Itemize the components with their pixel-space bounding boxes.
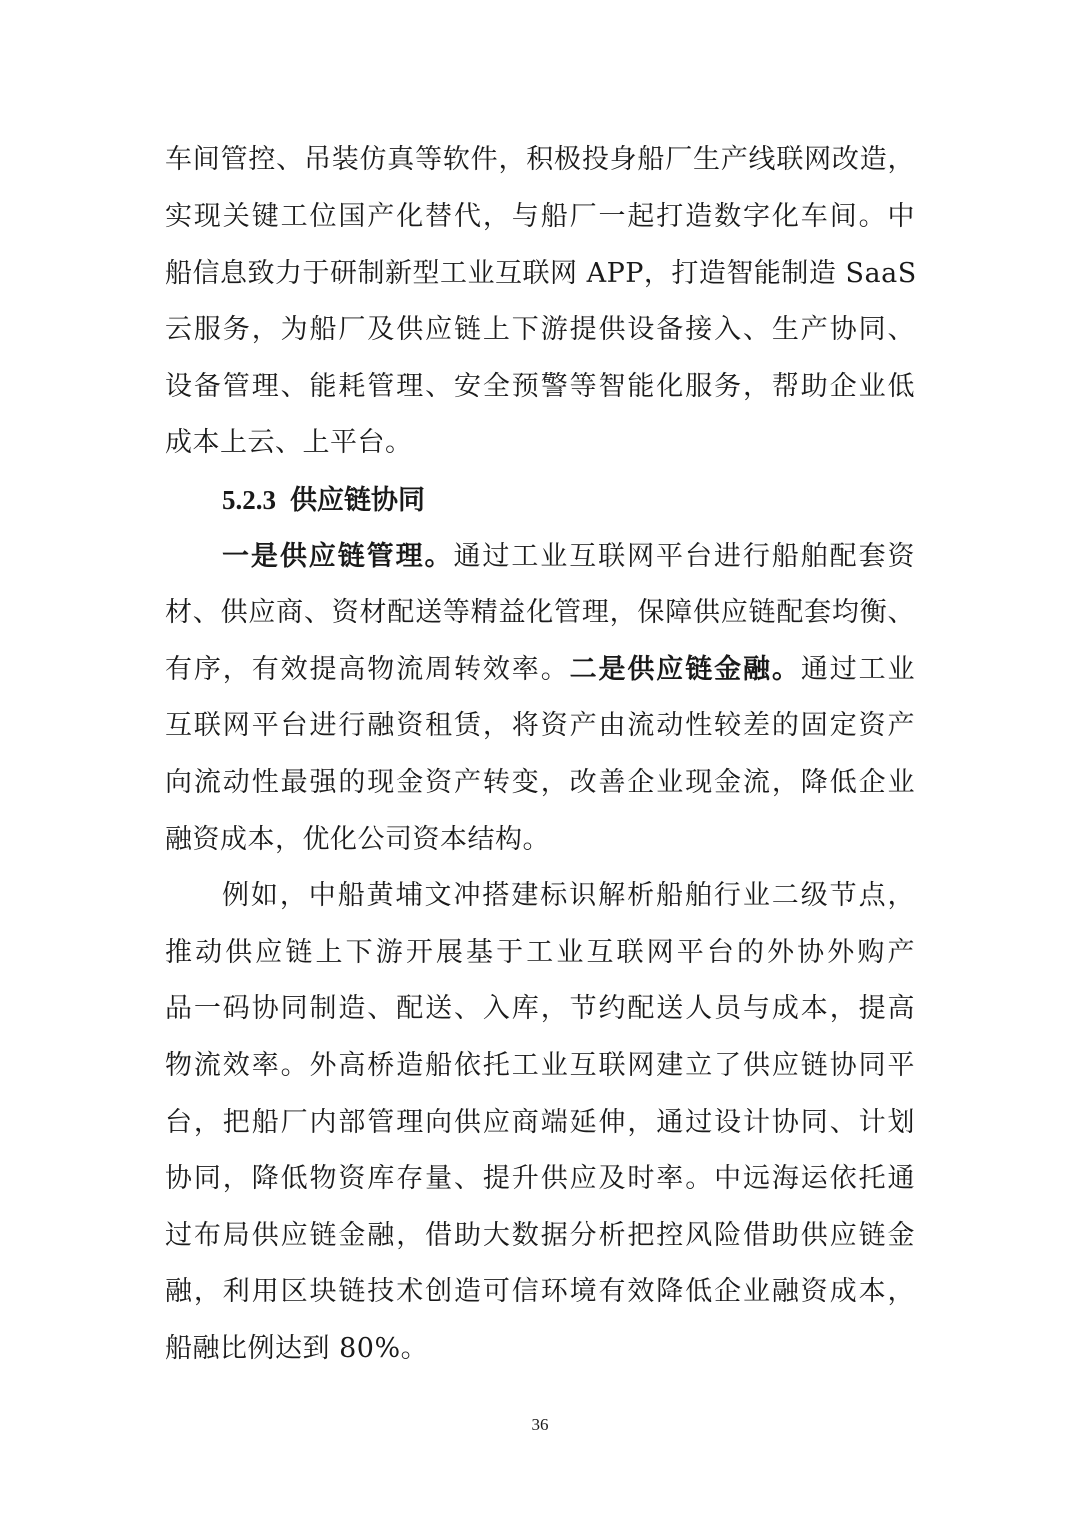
section-title: 供应链协同 [290,485,425,516]
paragraph1-line: 实现关键工位国产化替代，与船厂一起打造数字化车间。中 [165,201,915,232]
paragraph1-line: 船信息致力于研制新型工业互联网 APP，打造智能制造 SaaS [165,258,917,289]
page-number: 36 [531,1415,549,1434]
paragraph1-line: 云服务，为船厂及供应链上下游提供设备接入、生产协同、 [165,314,915,345]
paragraph3-line: 船融比例达到 80%。 [165,1333,429,1364]
section-number: 5.2.3 [222,485,276,515]
bold-lead-supply-chain-management: 一是供应链管理。 [222,541,454,572]
paragraph1-line: 成本上云、上平台。 [165,427,413,458]
paragraph1-line: 设备管理、能耗管理、安全预警等智能化服务，帮助企业低 [165,371,915,402]
paragraph2-line [165,648,915,692]
section-heading [222,478,425,522]
paragraph2-text: 通过工业 [800,654,916,685]
paragraph3-line: 台，把船厂内部管理向供应商端延伸，通过设计协同、计划 [165,1107,915,1138]
paragraph2-line: 向流动性最强的现金资产转变，改善企业现金流，降低企业 [165,767,915,798]
paragraph3-line: 品一码协同制造、配送、入库，节约配送人员与成本，提高 [165,993,915,1024]
paragraph2-line [222,535,915,579]
paragraph2-text: 有序，有效提高物流周转效率。 [165,654,570,685]
paragraph3-line: 例如，中船黄埔文冲搭建标识解析船舶行业二级节点， [222,880,915,911]
paragraph3-line: 过布局供应链金融，借助大数据分析把控风险借助供应链金 [165,1220,915,1251]
paragraph3-line: 协同，降低物资库存量、提升供应及时率。中远海运依托通 [165,1163,915,1194]
bold-lead-supply-chain-finance: 二是供应链金融。 [569,654,801,685]
paragraph2-line: 材、供应商、资材配送等精益化管理，保障供应链配套均衡、 [165,597,915,628]
paragraph3-line: 融，利用区块链技术创造可信环境有效降低企业融资成本， [165,1276,915,1307]
paragraph1-line: 车间管控、吊装仿真等软件，积极投身船厂生产线联网改造， [165,144,915,175]
paragraph2-text: 通过工业互联网平台进行船舶配套资 [453,541,916,572]
paragraph2-line: 互联网平台进行融资租赁，将资产由流动性较差的固定资产 [165,710,915,741]
paragraph3-line: 物流效率。外高桥造船依托工业互联网建立了供应链协同平 [165,1050,915,1081]
paragraph2-line: 融资成本，优化公司资本结构。 [165,824,550,855]
paragraph3-line: 推动供应链上下游开展基于工业互联网平台的外协外购产 [165,937,915,968]
